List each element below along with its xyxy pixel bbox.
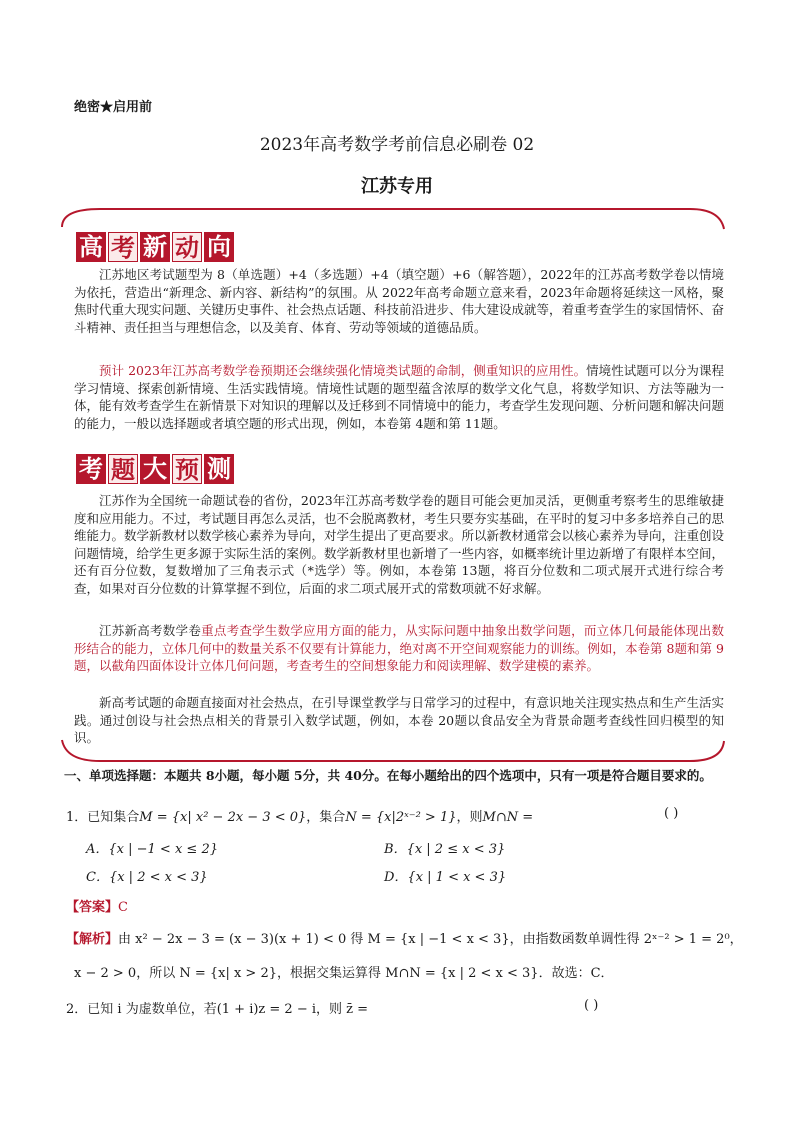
analysis-label: 【解析】 (66, 932, 119, 947)
answer-value: C (118, 900, 128, 915)
body-text: 情境性试题可以分为课程学习情境、探索创新情境、生活实践情境。情境性试题的题型蕴含浓厚的数学文化气息，将数学知识、方法等融为一体，能有效考查学生在新情景下对知识的理解以及迁移到不同情境中的能力，考查学生发现问题、分析问题和解决问题的能力，一般以选择题或者填空题的形式出现，例如，本卷第 4题和第 11题。 (74, 363, 725, 431)
option-b: B．{x | 2 ≤ x < 3} (384, 842, 506, 857)
banner-char: 高 (76, 232, 106, 262)
banner-char: 题 (108, 454, 138, 484)
banner-char: 考 (76, 454, 106, 484)
option-d: D．{x | 1 < x < 3} (384, 870, 507, 885)
banner-char: 动 (172, 232, 202, 262)
banner-char: 新 (140, 232, 170, 262)
section1-paragraph2 (74, 362, 724, 432)
set-m: M = {x| x² − 2x − 3 < 0} (139, 810, 307, 825)
answer-blank: ( ) (584, 998, 599, 1013)
option-c: C．{x | 2 < x < 3} (86, 870, 208, 885)
banner-char: 预 (172, 454, 202, 484)
confidential-mark: 绝密★启用前 (74, 100, 153, 115)
analysis-line-2: x − 2 > 0，所以 N = {x| x > 2}，根据交集运算得 M∩N = {x | 2 < x < 3}．故选：C． (74, 966, 614, 981)
answer-line (66, 896, 128, 915)
banner-new-trends (76, 232, 234, 262)
banner-predictions (76, 454, 234, 484)
paper-title: 2023年高考数学考前信息必刷卷 02 (259, 135, 535, 155)
stem-text: 1．已知集合 (66, 810, 140, 825)
option-a: A．{x | −1 < x ≤ 2} (86, 842, 218, 857)
answer-blank: ( ) (664, 806, 679, 821)
answer-label: 【答案】 (66, 900, 119, 915)
highlight-text: 重点考查学生数学应用方面的能力，从实际问题中抽象出数学问题，而立体几何最能体现出数形结合的能力，立体几何中的数量关系不仅要有计算能力，绝对离不开空间观察能力的训练。例如，本卷第 8题和第 9题，以截角四面体设计立体几何问题，考查考生的空间想象能力和阅读理解、数学建模的素养。 (74, 623, 724, 674)
stem-text: ，则 (456, 810, 483, 825)
analysis-text: 由 x² − 2x − 3 = (x − 3)(x + 1) < 0 得 M = {x | −1 < x < 3}，由指数函数单调性得 2ˣ⁻² > 1 = 2⁰， (118, 932, 743, 947)
banner-char: 向 (204, 232, 234, 262)
stem-text: ，集合 (306, 810, 346, 825)
section2-paragraph2 (74, 622, 724, 675)
intersection-expr: M∩N = (482, 810, 534, 825)
section2-paragraph3: 新高考试题的命题直接面对社会热点，在引导课堂教学与日常学习的过程中，有意识地关注现实热点和生产生活实践。通过创设与社会热点相关的背景引入数学试题，例如，本卷 20题以食品安全为背景命题考查线性回归模型的知识。 (74, 695, 725, 746)
question-2-stem: 2．已知 i 为虚数单位，若(1 + i)z = 2 − i，则 z̄ = (66, 1002, 369, 1017)
banner-char: 大 (140, 454, 170, 484)
banner-char: 测 (204, 454, 234, 484)
section2-paragraph1: 江苏作为全国统一命题试卷的省份，2023年江苏高考数学卷的题目可能会更加灵活，更侧重考察考生的思维敏捷度和应用能力。不过，考试题目再怎么灵活，也不会脱离教材，考生只要夯实基础，在平时的复习中多多培养自己的思维能力。数学新教材以数学核心素养为导向，对学生提出了更高要求。所以新教材通常会以核心素养为导向，注重创设问题情境，给学生更多源于实际生活的案例。数学新教材里也新增了一些内容，如概率统计里边新增了有限样本空间，还有百分位数，复数增加了三角表示式（*选学）等。例如，本卷第 13题，将百分位数和二项式展开式进行综合考查，如果对百分位数的计算掌握不到位，后面的求二项式展开式的常数项就不好求解。 (74, 493, 725, 596)
body-text: 江苏新高考数学卷 (99, 623, 202, 638)
part1-heading: 一、单项选择题：本题共 8小题，每小题 5分，共 40分。在每小题给出的四个选项中，只有一项是符合题目要求的。 (64, 768, 712, 783)
set-n: N = {x|2ˣ⁻² > 1} (345, 810, 457, 825)
analysis-line-1 (66, 928, 743, 947)
highlight-text: 预计 2023年江苏高考数学卷预期还会继续强化情境类试题的命制，侧重知识的应用性。 (99, 363, 587, 378)
section1-paragraph1: 江苏地区考试题型为 8（单选题）+4（多选题）+4（填空题）+6（解答题），2022年的江苏高考数学卷以情境为依托，营造出“新理念、新内容、新结构”的氛围。从 2022年高考命题立意来看，2023年命题将延续这一风格，聚焦时代重大现实问题、关键历史事件、社会热点话题、科技前沿进步、伟大建设成就等，着重考查学生的家国情怀、奋斗精神、责任担当与理想信念，以及美育、体育、劳动等领域的道德品质。 (74, 267, 725, 335)
banner-char: 考 (108, 232, 138, 262)
paper-subtitle: 江苏专用 (361, 176, 433, 197)
question-1-stem (66, 806, 533, 825)
